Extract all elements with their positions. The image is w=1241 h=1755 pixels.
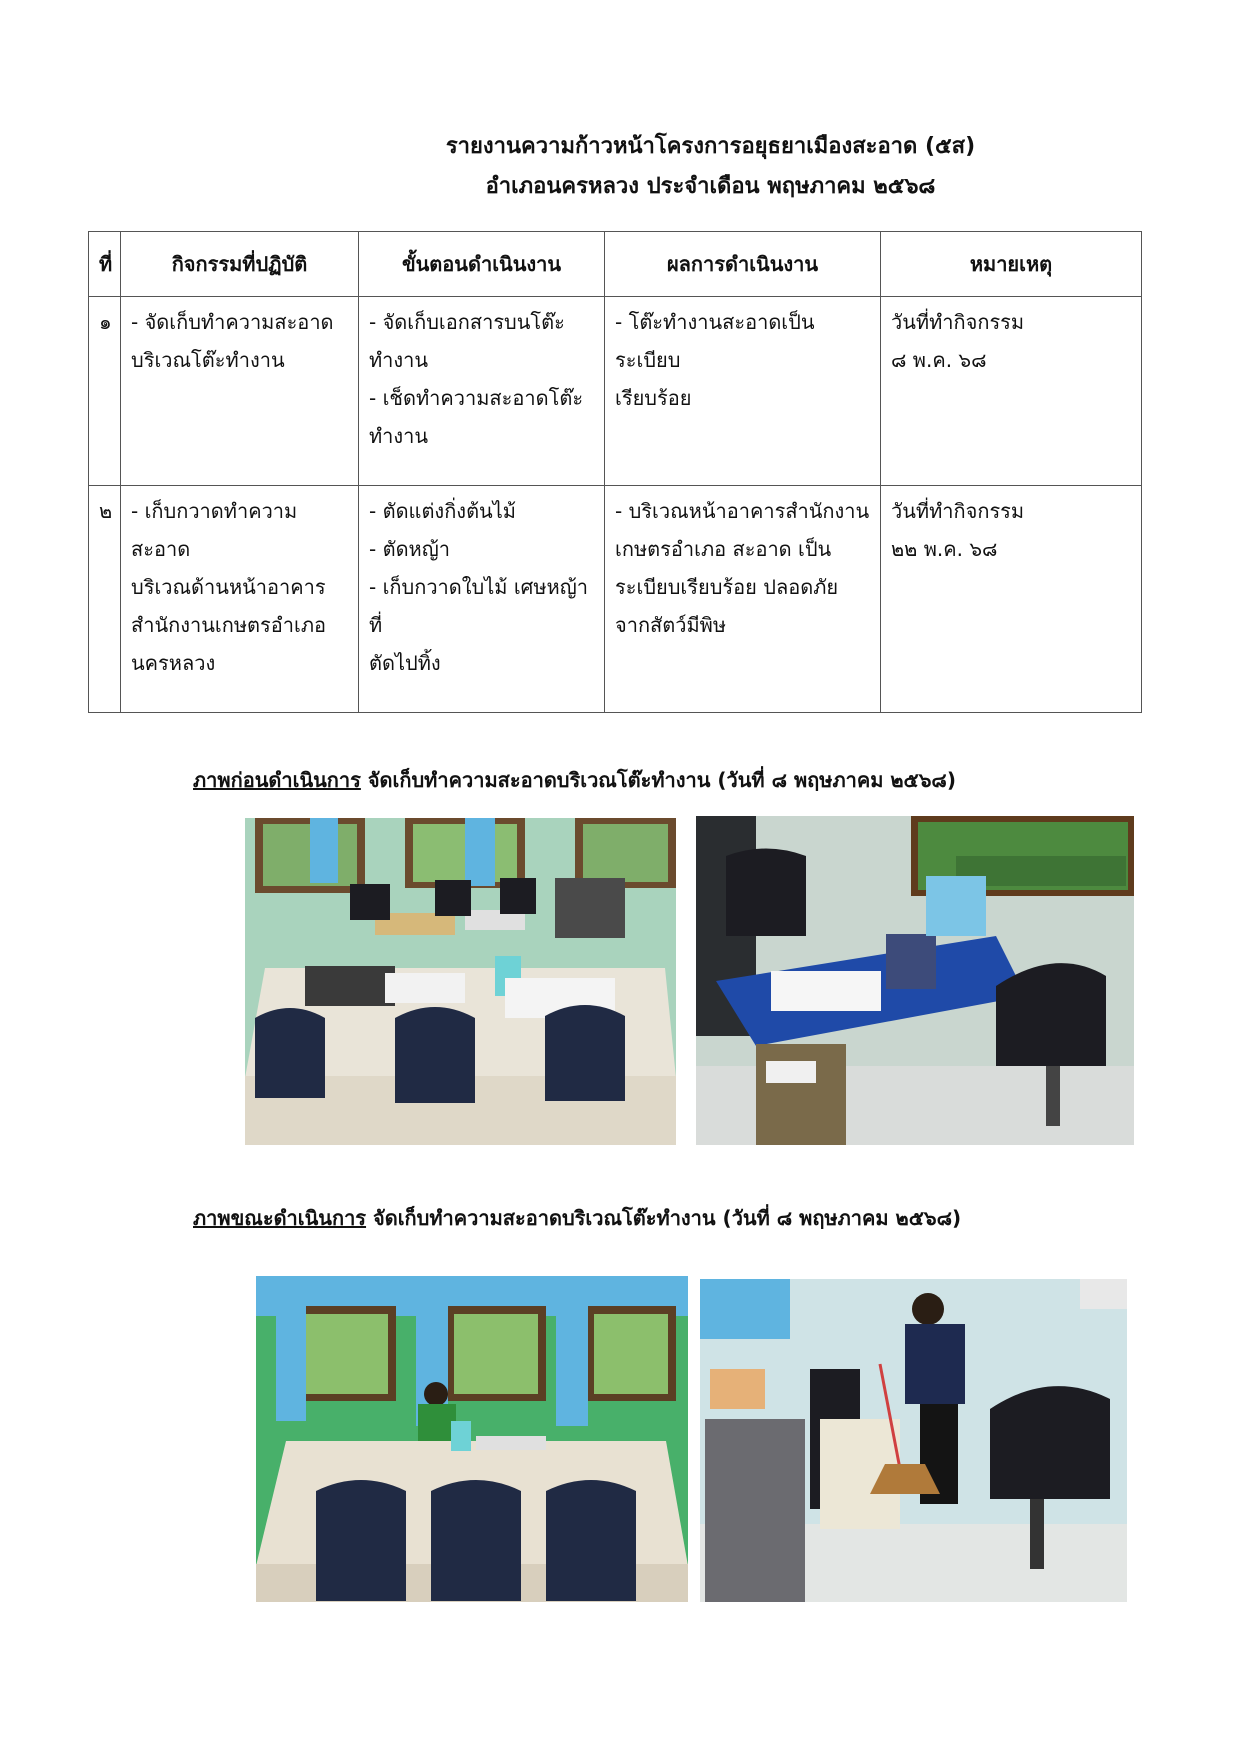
result-line: เรียบร้อย [615,386,692,410]
row-number: ๑ [89,297,121,486]
note-line: วันที่ทำกิจกรรม [891,310,1025,334]
result-line: เกษตรอำเภอ สะอาด เป็น [615,537,832,561]
note-cell [881,297,1142,486]
progress-table [88,231,1142,713]
result-line: - บริเวณหน้าอาคารสำนักงาน [615,499,870,523]
activity-line: นครหลวง [131,651,216,675]
office-sweeping-photo [700,1279,1127,1602]
note-line: วันที่ทำกิจกรรม [891,499,1025,523]
result-line: ระเบียบเรียบร้อย ปลอดภัย [615,575,839,599]
header-steps: ขั้นตอนดำเนินงาน [359,232,605,297]
steps-line: - เก็บกวาดใบไม้ เศษหญ้าที่ [369,575,589,637]
activity-line: - เก็บกวาดทำความสะอาด [131,499,298,561]
caption-text: จัดเก็บทำความสะอาดบริเวณโต๊ะทำงาน (วันที่ ๘ พฤษภาคม ๒๕๖๘) [360,768,956,792]
steps-cell [359,486,605,713]
activity-line: บริเวณโต๊ะทำงาน [131,348,285,372]
activity-line: บริเวณด้านหน้าอาคาร [131,575,326,599]
activity-line: - จัดเก็บทำความสะอาด [131,310,334,334]
activity-line: สำนักงานเกษตรอำเภอ [131,613,327,637]
photo-caption-during [193,1202,961,1234]
steps-line: ตัดไปทิ้ง [369,651,441,675]
steps-line: ทำงาน [369,424,429,448]
activity-cell [121,297,359,486]
steps-cell [359,297,605,486]
report-title-line1: รายงานความก้าวหน้าโครงการอยุธยาเมืองสะอาด (๕ส) [445,134,976,159]
steps-line: - ตัดหญ้า [369,537,451,561]
caption-lead: ภาพขณะดำเนินการ [193,1206,367,1230]
result-cell [605,486,881,713]
table-row [89,297,1142,486]
office-desk-before-photo [696,816,1134,1145]
note-line: ๒๒ พ.ค. ๖๘ [891,537,998,561]
header-no: ที่ [89,232,121,297]
table-header-row [89,232,1142,297]
report-title-line2: อำเภอนครหลวง ประจำเดือน พฤษภาคม ๒๕๖๘ [485,174,936,199]
caption-text: จัดเก็บทำความสะอาดบริเวณโต๊ะทำงาน (วันที่ ๘ พฤษภาคม ๒๕๖๘) [366,1206,962,1230]
header-result: ผลการดำเนินงาน [605,232,881,297]
steps-line: ทำงาน [369,348,429,372]
result-cell [605,297,881,486]
note-cell [881,486,1142,713]
caption-lead: ภาพก่อนดำเนินการ [193,768,361,792]
meeting-table-before-photo [245,818,676,1145]
row-number: ๒ [89,486,121,713]
steps-line: - ตัดแต่งกิ่งต้นไม้ [369,499,516,523]
activity-cell [121,486,359,713]
table-row [89,486,1142,713]
header-activity: กิจกรรมที่ปฏิบัติ [121,232,359,297]
note-line: ๘ พ.ค. ๖๘ [891,348,987,372]
result-line: - โต๊ะทำงานสะอาดเป็นระเบียบ [615,310,815,372]
result-line: จากสัตว์มีพิษ [615,613,727,637]
steps-line: - เช็ดทำความสะอาดโต๊ะ [369,386,584,410]
meeting-table-cleaning-photo [256,1276,688,1602]
photo-caption-before [193,764,956,796]
steps-line: - จัดเก็บเอกสารบนโต๊ะ [369,310,565,334]
header-note: หมายเหตุ [881,232,1142,297]
